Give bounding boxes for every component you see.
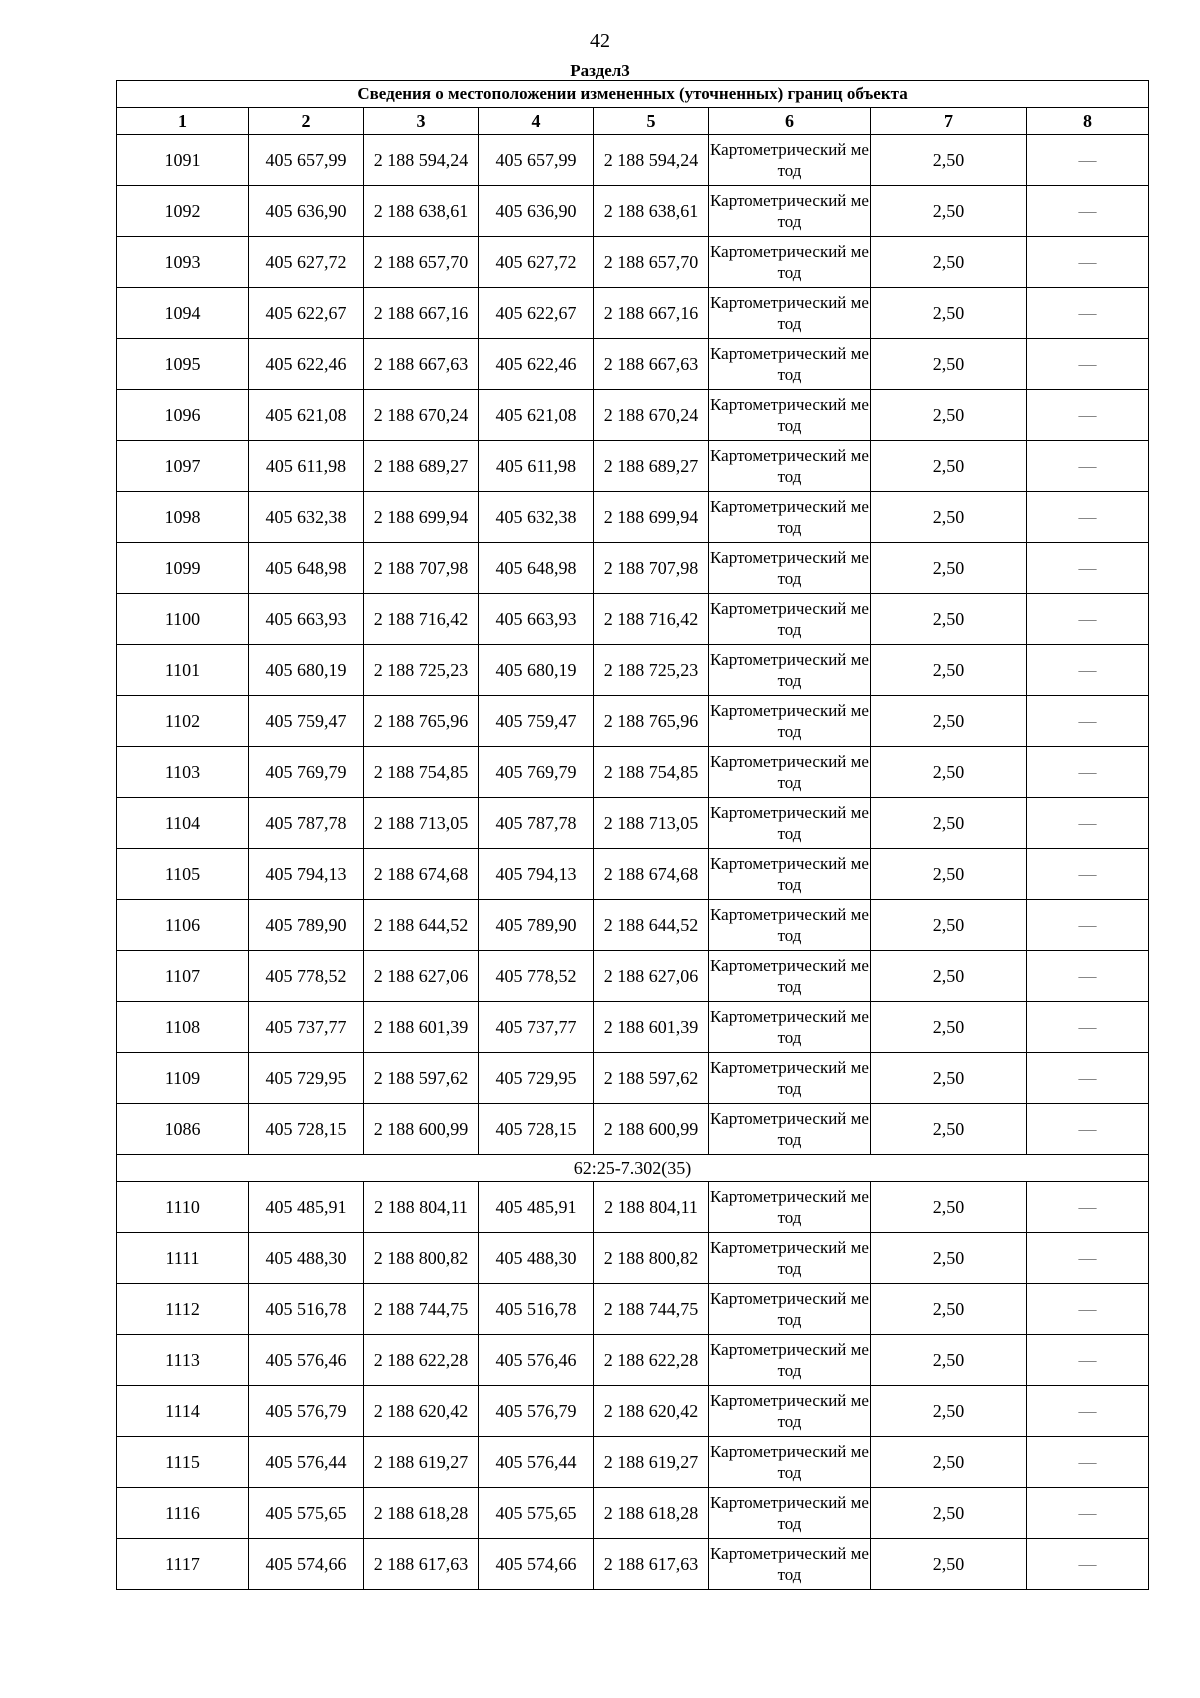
x-new-cell: 405 663,93 — [479, 594, 594, 645]
table-row — [117, 645, 1149, 696]
table-row — [117, 747, 1149, 798]
x-new-cell: 405 621,08 — [479, 390, 594, 441]
method-cell: Картометрический метод — [709, 186, 871, 237]
table-row — [117, 1284, 1149, 1335]
y-new-cell: 2 188 670,24 — [594, 390, 709, 441]
x-new-cell: 405 576,46 — [479, 1335, 594, 1386]
point-number-cell: 1093 — [117, 237, 249, 288]
point-number-cell: 1097 — [117, 441, 249, 492]
x-old-cell: 405 622,67 — [249, 288, 364, 339]
y-old-cell: 2 188 617,63 — [364, 1539, 479, 1590]
column-number: 8 — [1027, 108, 1149, 135]
table-row — [117, 390, 1149, 441]
y-new-cell: 2 188 617,63 — [594, 1539, 709, 1590]
point-number-cell: 1098 — [117, 492, 249, 543]
y-new-cell: 2 188 618,28 — [594, 1488, 709, 1539]
y-new-cell: 2 188 619,27 — [594, 1437, 709, 1488]
x-old-cell: 405 787,78 — [249, 798, 364, 849]
accuracy-cell: 2,50 — [871, 798, 1027, 849]
x-old-cell: 405 789,90 — [249, 900, 364, 951]
method-cell: Картометрический метод — [709, 1284, 871, 1335]
method-cell: Картометрический метод — [709, 1386, 871, 1437]
y-old-cell: 2 188 699,94 — [364, 492, 479, 543]
method-cell: Картометрический метод — [709, 1335, 871, 1386]
accuracy-cell: 2,50 — [871, 849, 1027, 900]
y-new-cell: 2 188 594,24 — [594, 135, 709, 186]
point-number-cell: 1103 — [117, 747, 249, 798]
accuracy-cell: 2,50 — [871, 186, 1027, 237]
x-new-cell: 405 657,99 — [479, 135, 594, 186]
point-number-cell: 1094 — [117, 288, 249, 339]
description-cell: — — [1027, 1002, 1149, 1053]
accuracy-cell: 2,50 — [871, 135, 1027, 186]
y-old-cell: 2 188 594,24 — [364, 135, 479, 186]
point-number-cell: 1104 — [117, 798, 249, 849]
description-cell: — — [1027, 237, 1149, 288]
table-row — [117, 339, 1149, 390]
x-old-cell: 405 737,77 — [249, 1002, 364, 1053]
method-cell: Картометрический метод — [709, 1182, 871, 1233]
table-row — [117, 696, 1149, 747]
y-old-cell: 2 188 674,68 — [364, 849, 479, 900]
method-cell: Картометрический метод — [709, 1233, 871, 1284]
y-old-cell: 2 188 597,62 — [364, 1053, 479, 1104]
column-number: 5 — [594, 108, 709, 135]
point-number-cell: 1113 — [117, 1335, 249, 1386]
y-old-cell: 2 188 765,96 — [364, 696, 479, 747]
x-new-cell: 405 787,78 — [479, 798, 594, 849]
point-number-cell: 1117 — [117, 1539, 249, 1590]
table-row — [117, 543, 1149, 594]
x-new-cell: 405 576,79 — [479, 1386, 594, 1437]
x-old-cell: 405 769,79 — [249, 747, 364, 798]
x-old-cell: 405 648,98 — [249, 543, 364, 594]
x-old-cell: 405 632,38 — [249, 492, 364, 543]
y-old-cell: 2 188 619,27 — [364, 1437, 479, 1488]
x-new-cell: 405 636,90 — [479, 186, 594, 237]
description-cell: — — [1027, 951, 1149, 1002]
coordinates-table — [116, 80, 1149, 1590]
description-cell: — — [1027, 1104, 1149, 1155]
y-old-cell: 2 188 670,24 — [364, 390, 479, 441]
description-cell: — — [1027, 1233, 1149, 1284]
table-row — [117, 237, 1149, 288]
x-old-cell: 405 622,46 — [249, 339, 364, 390]
y-new-cell: 2 188 620,42 — [594, 1386, 709, 1437]
group-label: 62:25-7.302(35) — [117, 1155, 1149, 1182]
description-cell: — — [1027, 492, 1149, 543]
x-new-cell: 405 680,19 — [479, 645, 594, 696]
x-new-cell: 405 789,90 — [479, 900, 594, 951]
x-new-cell: 405 575,65 — [479, 1488, 594, 1539]
y-old-cell: 2 188 667,63 — [364, 339, 479, 390]
accuracy-cell: 2,50 — [871, 1284, 1027, 1335]
method-cell: Картометрический метод — [709, 951, 871, 1002]
accuracy-cell: 2,50 — [871, 237, 1027, 288]
y-old-cell: 2 188 713,05 — [364, 798, 479, 849]
table-row — [117, 441, 1149, 492]
point-number-cell: 1091 — [117, 135, 249, 186]
page-number: 42 — [590, 30, 610, 52]
accuracy-cell: 2,50 — [871, 543, 1027, 594]
table-row — [117, 1233, 1149, 1284]
method-cell: Картометрический метод — [709, 1488, 871, 1539]
accuracy-cell: 2,50 — [871, 1488, 1027, 1539]
x-new-cell: 405 485,91 — [479, 1182, 594, 1233]
table-row — [117, 186, 1149, 237]
accuracy-cell: 2,50 — [871, 696, 1027, 747]
x-new-cell: 405 778,52 — [479, 951, 594, 1002]
accuracy-cell: 2,50 — [871, 1437, 1027, 1488]
y-old-cell: 2 188 622,28 — [364, 1335, 479, 1386]
method-cell: Картометрический метод — [709, 1539, 871, 1590]
table-body — [117, 135, 1149, 1590]
y-old-cell: 2 188 689,27 — [364, 441, 479, 492]
accuracy-cell: 2,50 — [871, 288, 1027, 339]
y-old-cell: 2 188 638,61 — [364, 186, 479, 237]
point-number-cell: 1115 — [117, 1437, 249, 1488]
accuracy-cell: 2,50 — [871, 441, 1027, 492]
description-cell: — — [1027, 135, 1149, 186]
table-row — [117, 135, 1149, 186]
accuracy-cell: 2,50 — [871, 1335, 1027, 1386]
description-cell: — — [1027, 645, 1149, 696]
accuracy-cell: 2,50 — [871, 1053, 1027, 1104]
accuracy-cell: 2,50 — [871, 339, 1027, 390]
y-old-cell: 2 188 600,99 — [364, 1104, 479, 1155]
description-cell: — — [1027, 1284, 1149, 1335]
column-number: 7 — [871, 108, 1027, 135]
description-cell: — — [1027, 1053, 1149, 1104]
description-cell: — — [1027, 1539, 1149, 1590]
x-old-cell: 405 627,72 — [249, 237, 364, 288]
y-new-cell: 2 188 597,62 — [594, 1053, 709, 1104]
x-old-cell: 405 485,91 — [249, 1182, 364, 1233]
point-number-cell: 1096 — [117, 390, 249, 441]
accuracy-cell: 2,50 — [871, 900, 1027, 951]
x-old-cell: 405 636,90 — [249, 186, 364, 237]
point-number-cell: 1102 — [117, 696, 249, 747]
method-cell: Картометрический метод — [709, 543, 871, 594]
y-old-cell: 2 188 804,11 — [364, 1182, 479, 1233]
y-old-cell: 2 188 667,16 — [364, 288, 479, 339]
method-cell: Картометрический метод — [709, 645, 871, 696]
y-new-cell: 2 188 713,05 — [594, 798, 709, 849]
table-row — [117, 492, 1149, 543]
point-number-cell: 1107 — [117, 951, 249, 1002]
x-new-cell: 405 627,72 — [479, 237, 594, 288]
x-new-cell: 405 516,78 — [479, 1284, 594, 1335]
accuracy-cell: 2,50 — [871, 951, 1027, 1002]
description-cell: — — [1027, 1437, 1149, 1488]
table-row — [117, 849, 1149, 900]
x-old-cell: 405 516,78 — [249, 1284, 364, 1335]
y-new-cell: 2 188 716,42 — [594, 594, 709, 645]
description-cell: — — [1027, 543, 1149, 594]
x-new-cell: 405 622,46 — [479, 339, 594, 390]
table-title: Сведения о местоположении измененных (уточненных) границ объекта — [117, 81, 1149, 108]
table-row — [117, 1386, 1149, 1437]
x-new-cell: 405 622,67 — [479, 288, 594, 339]
y-new-cell: 2 188 689,27 — [594, 441, 709, 492]
x-old-cell: 405 680,19 — [249, 645, 364, 696]
x-old-cell: 405 574,66 — [249, 1539, 364, 1590]
table-row — [117, 951, 1149, 1002]
x-new-cell: 405 737,77 — [479, 1002, 594, 1053]
point-number-cell: 1092 — [117, 186, 249, 237]
y-new-cell: 2 188 754,85 — [594, 747, 709, 798]
description-cell: — — [1027, 186, 1149, 237]
point-number-cell: 1112 — [117, 1284, 249, 1335]
point-number-cell: 1114 — [117, 1386, 249, 1437]
accuracy-cell: 2,50 — [871, 1002, 1027, 1053]
point-number-cell: 1105 — [117, 849, 249, 900]
method-cell: Картометрический метод — [709, 339, 871, 390]
method-cell: Картометрический метод — [709, 696, 871, 747]
description-cell: — — [1027, 1335, 1149, 1386]
point-number-cell: 1101 — [117, 645, 249, 696]
x-new-cell: 405 632,38 — [479, 492, 594, 543]
y-old-cell: 2 188 800,82 — [364, 1233, 479, 1284]
point-number-cell: 1086 — [117, 1104, 249, 1155]
column-number: 4 — [479, 108, 594, 135]
y-new-cell: 2 188 657,70 — [594, 237, 709, 288]
x-old-cell: 405 778,52 — [249, 951, 364, 1002]
y-old-cell: 2 188 754,85 — [364, 747, 479, 798]
description-cell: — — [1027, 339, 1149, 390]
y-old-cell: 2 188 644,52 — [364, 900, 479, 951]
method-cell: Картометрический метод — [709, 492, 871, 543]
accuracy-cell: 2,50 — [871, 1182, 1027, 1233]
x-old-cell: 405 663,93 — [249, 594, 364, 645]
description-cell: — — [1027, 1488, 1149, 1539]
x-new-cell: 405 611,98 — [479, 441, 594, 492]
y-new-cell: 2 188 699,94 — [594, 492, 709, 543]
y-new-cell: 2 188 725,23 — [594, 645, 709, 696]
point-number-cell: 1109 — [117, 1053, 249, 1104]
point-number-cell: 1108 — [117, 1002, 249, 1053]
x-new-cell: 405 759,47 — [479, 696, 594, 747]
x-new-cell: 405 794,13 — [479, 849, 594, 900]
table-row — [117, 594, 1149, 645]
accuracy-cell: 2,50 — [871, 390, 1027, 441]
table-row — [117, 900, 1149, 951]
description-cell: — — [1027, 747, 1149, 798]
y-new-cell: 2 188 622,28 — [594, 1335, 709, 1386]
y-new-cell: 2 188 644,52 — [594, 900, 709, 951]
table-row — [117, 1053, 1149, 1104]
point-number-cell: 1099 — [117, 543, 249, 594]
accuracy-cell: 2,50 — [871, 1386, 1027, 1437]
description-cell: — — [1027, 288, 1149, 339]
x-old-cell: 405 794,13 — [249, 849, 364, 900]
accuracy-cell: 2,50 — [871, 645, 1027, 696]
y-old-cell: 2 188 707,98 — [364, 543, 479, 594]
table-row — [117, 1488, 1149, 1539]
table-row — [117, 1104, 1149, 1155]
accuracy-cell: 2,50 — [871, 1539, 1027, 1590]
description-cell: — — [1027, 1386, 1149, 1437]
point-number-cell: 1100 — [117, 594, 249, 645]
method-cell: Картометрический метод — [709, 441, 871, 492]
y-old-cell: 2 188 620,42 — [364, 1386, 479, 1437]
section-label: Раздел3 — [570, 61, 630, 80]
x-new-cell: 405 728,15 — [479, 1104, 594, 1155]
y-new-cell: 2 188 667,16 — [594, 288, 709, 339]
method-cell: Картометрический метод — [709, 1104, 871, 1155]
method-cell: Картометрический метод — [709, 849, 871, 900]
y-old-cell: 2 188 601,39 — [364, 1002, 479, 1053]
table-row — [117, 288, 1149, 339]
table-title-row — [117, 81, 1149, 108]
column-number: 3 — [364, 108, 479, 135]
description-cell: — — [1027, 849, 1149, 900]
description-cell: — — [1027, 900, 1149, 951]
method-cell: Картометрический метод — [709, 1002, 871, 1053]
x-new-cell: 405 574,66 — [479, 1539, 594, 1590]
accuracy-cell: 2,50 — [871, 492, 1027, 543]
x-new-cell: 405 488,30 — [479, 1233, 594, 1284]
accuracy-cell: 2,50 — [871, 1233, 1027, 1284]
x-new-cell: 405 729,95 — [479, 1053, 594, 1104]
x-old-cell: 405 576,46 — [249, 1335, 364, 1386]
table-row — [117, 1335, 1149, 1386]
column-number: 6 — [709, 108, 871, 135]
x-old-cell: 405 621,08 — [249, 390, 364, 441]
y-old-cell: 2 188 657,70 — [364, 237, 479, 288]
y-old-cell: 2 188 744,75 — [364, 1284, 479, 1335]
method-cell: Картометрический метод — [709, 747, 871, 798]
y-old-cell: 2 188 716,42 — [364, 594, 479, 645]
x-old-cell: 405 488,30 — [249, 1233, 364, 1284]
accuracy-cell: 2,50 — [871, 1104, 1027, 1155]
method-cell: Картометрический метод — [709, 288, 871, 339]
y-new-cell: 2 188 707,98 — [594, 543, 709, 594]
point-number-cell: 1095 — [117, 339, 249, 390]
description-cell: — — [1027, 798, 1149, 849]
method-cell: Картометрический метод — [709, 1053, 871, 1104]
table-row — [117, 798, 1149, 849]
description-cell: — — [1027, 441, 1149, 492]
point-number-cell: 1116 — [117, 1488, 249, 1539]
y-new-cell: 2 188 804,11 — [594, 1182, 709, 1233]
description-cell: — — [1027, 390, 1149, 441]
x-old-cell: 405 729,95 — [249, 1053, 364, 1104]
method-cell: Картометрический метод — [709, 390, 871, 441]
y-new-cell: 2 188 638,61 — [594, 186, 709, 237]
method-cell: Картометрический метод — [709, 900, 871, 951]
y-old-cell: 2 188 725,23 — [364, 645, 479, 696]
y-old-cell: 2 188 618,28 — [364, 1488, 479, 1539]
accuracy-cell: 2,50 — [871, 594, 1027, 645]
y-new-cell: 2 188 674,68 — [594, 849, 709, 900]
y-new-cell: 2 188 800,82 — [594, 1233, 709, 1284]
description-cell: — — [1027, 1182, 1149, 1233]
point-number-cell: 1111 — [117, 1233, 249, 1284]
accuracy-cell: 2,50 — [871, 747, 1027, 798]
x-old-cell: 405 611,98 — [249, 441, 364, 492]
x-old-cell: 405 576,79 — [249, 1386, 364, 1437]
method-cell: Картометрический метод — [709, 594, 871, 645]
x-old-cell: 405 575,65 — [249, 1488, 364, 1539]
group-row — [117, 1155, 1149, 1182]
method-cell: Картометрический метод — [709, 237, 871, 288]
method-cell: Картометрический метод — [709, 135, 871, 186]
table-row — [117, 1002, 1149, 1053]
table-row — [117, 1437, 1149, 1488]
y-new-cell: 2 188 600,99 — [594, 1104, 709, 1155]
y-new-cell: 2 188 601,39 — [594, 1002, 709, 1053]
description-cell: — — [1027, 594, 1149, 645]
column-number: 1 — [117, 108, 249, 135]
method-cell: Картометрический метод — [709, 1437, 871, 1488]
x-old-cell: 405 759,47 — [249, 696, 364, 747]
column-number-row — [117, 108, 1149, 135]
y-new-cell: 2 188 667,63 — [594, 339, 709, 390]
point-number-cell: 1110 — [117, 1182, 249, 1233]
y-old-cell: 2 188 627,06 — [364, 951, 479, 1002]
x-new-cell: 405 576,44 — [479, 1437, 594, 1488]
method-cell: Картометрический метод — [709, 798, 871, 849]
table-row — [117, 1182, 1149, 1233]
table-row — [117, 1539, 1149, 1590]
x-new-cell: 405 648,98 — [479, 543, 594, 594]
y-new-cell: 2 188 765,96 — [594, 696, 709, 747]
y-new-cell: 2 188 627,06 — [594, 951, 709, 1002]
x-old-cell: 405 657,99 — [249, 135, 364, 186]
x-old-cell: 405 576,44 — [249, 1437, 364, 1488]
x-new-cell: 405 769,79 — [479, 747, 594, 798]
column-number: 2 — [249, 108, 364, 135]
point-number-cell: 1106 — [117, 900, 249, 951]
y-new-cell: 2 188 744,75 — [594, 1284, 709, 1335]
description-cell: — — [1027, 696, 1149, 747]
x-old-cell: 405 728,15 — [249, 1104, 364, 1155]
